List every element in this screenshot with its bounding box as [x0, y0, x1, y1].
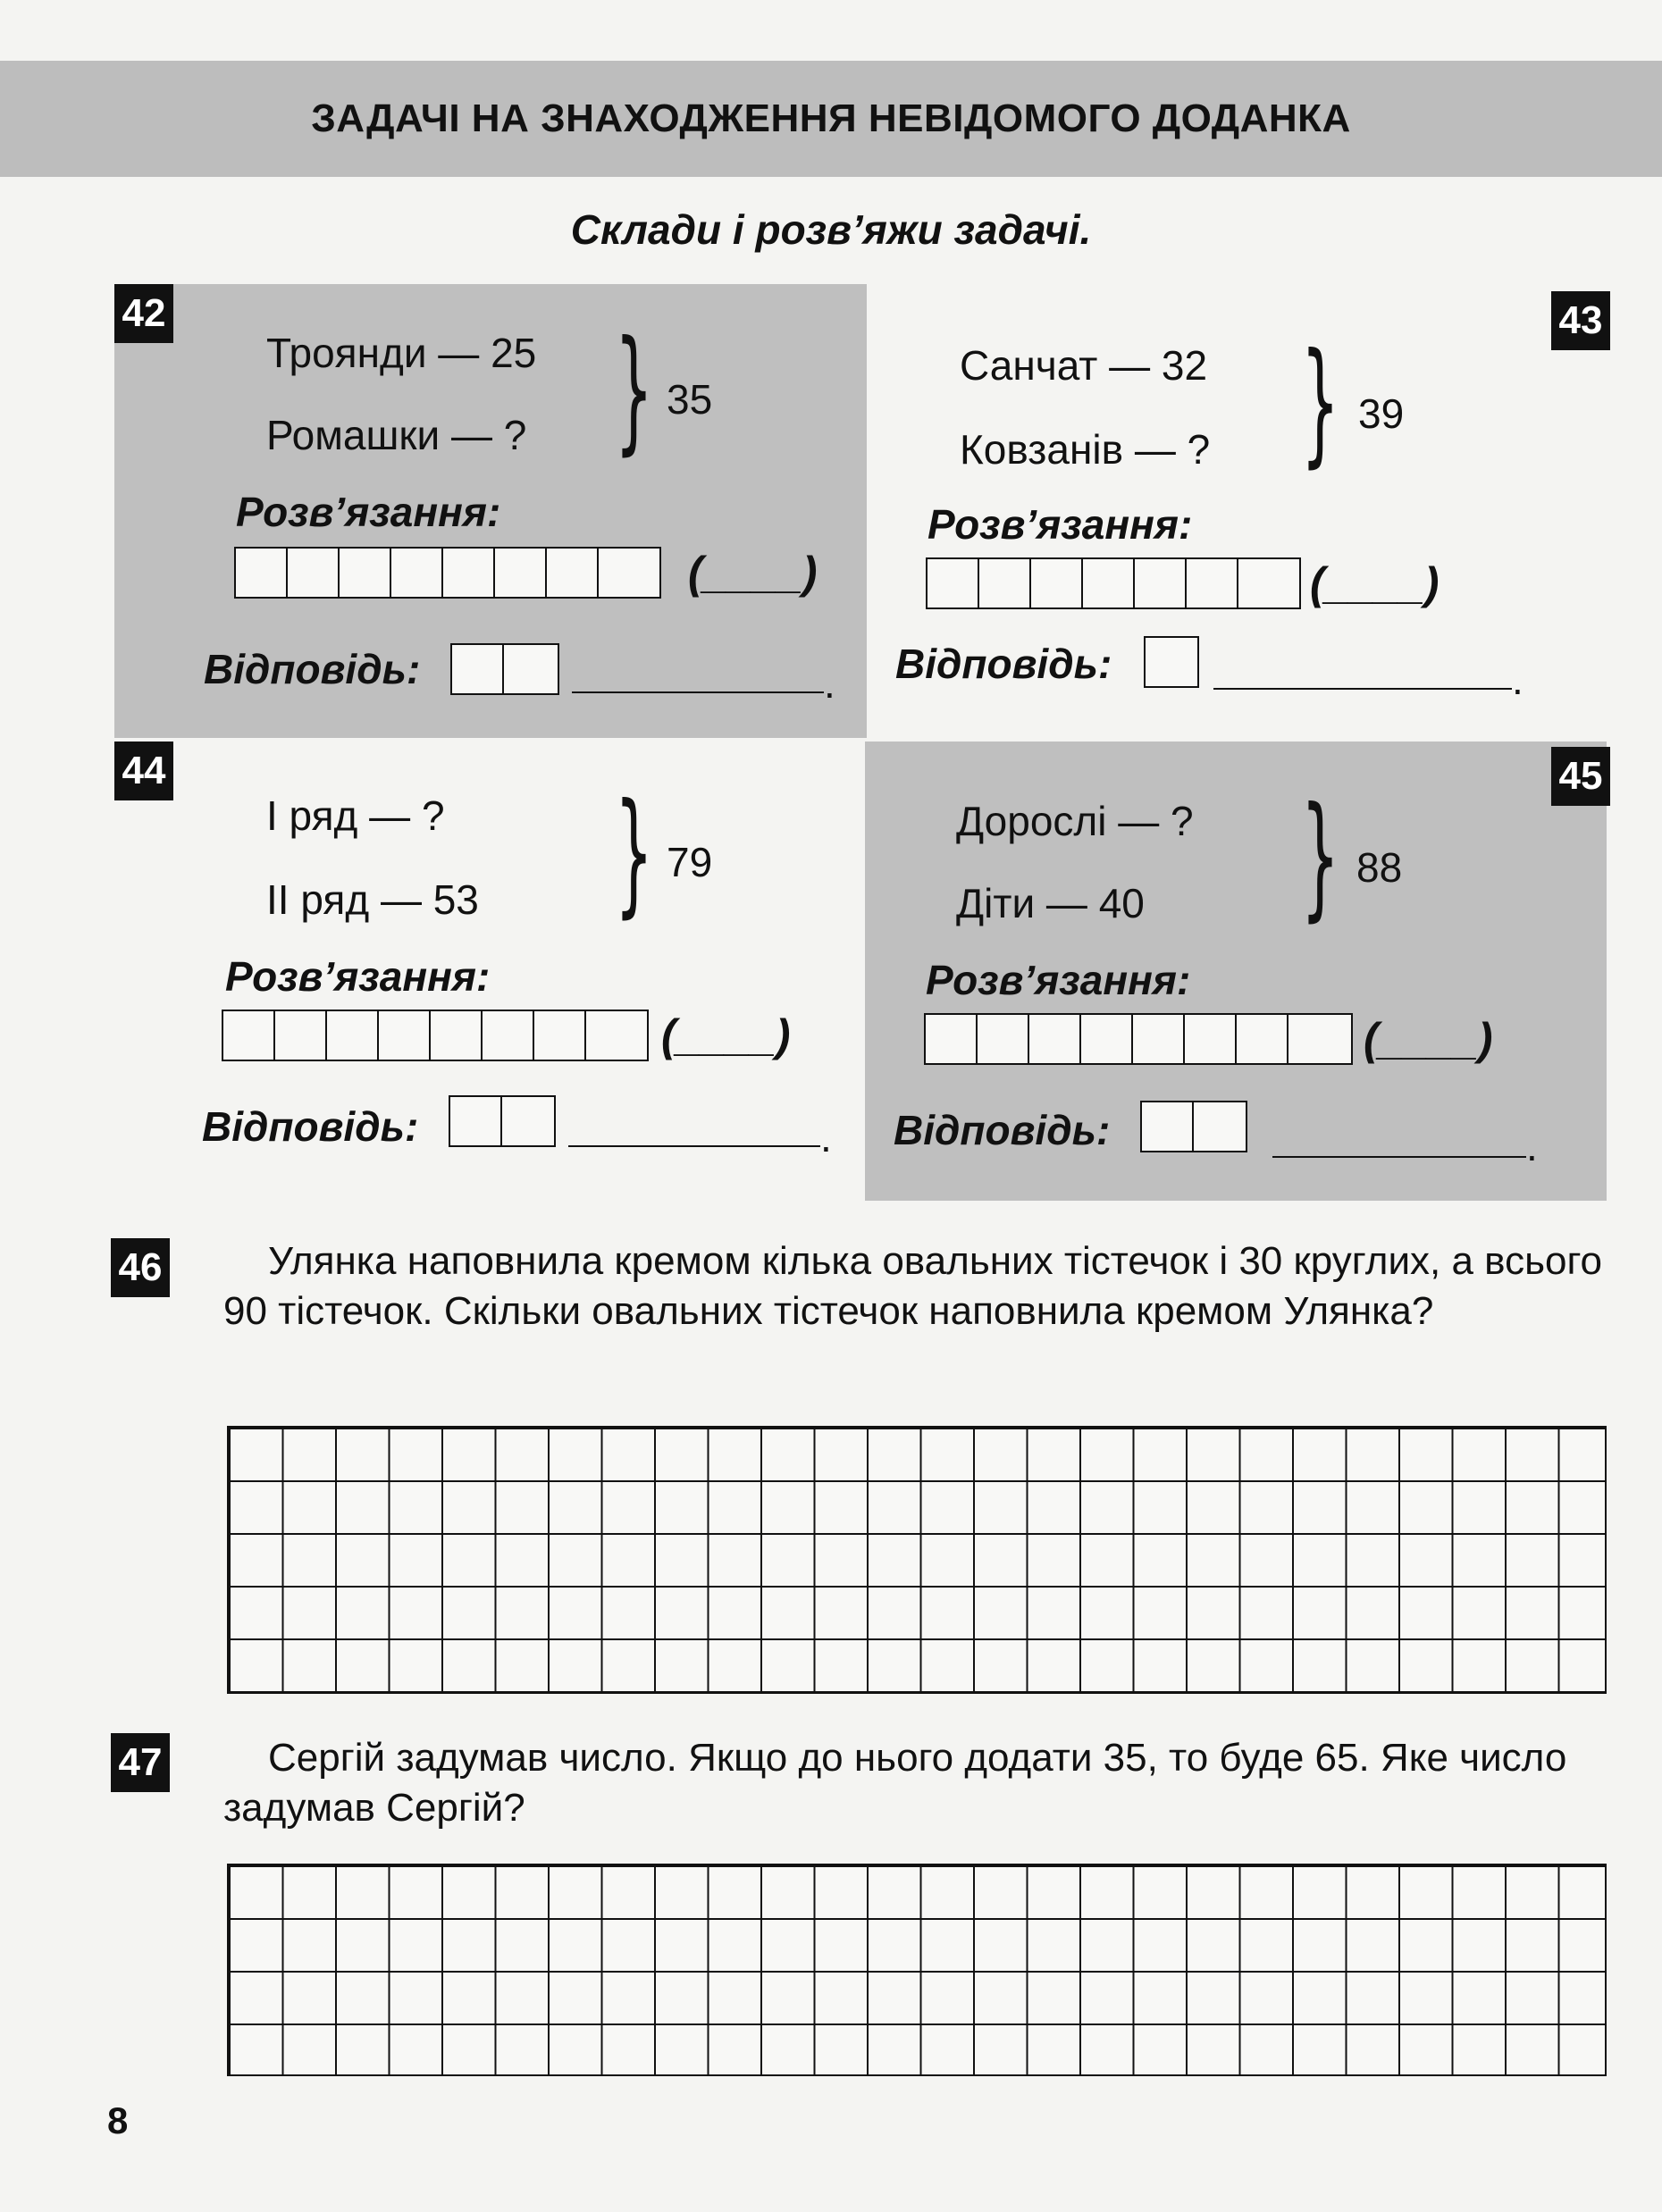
- task-43-solution-label: Розв’язання:: [928, 501, 1193, 548]
- task-number-45: 45: [1551, 747, 1610, 806]
- task-44-answer-label: Відповідь:: [202, 1103, 419, 1150]
- task-45-total: 88: [1356, 844, 1403, 891]
- task-42-condition-2: Ромашки — ?: [266, 412, 527, 458]
- task-45-condition-1: Дорослі — ?: [956, 798, 1194, 844]
- task-number-43: 43: [1551, 291, 1610, 350]
- task-45-dot: .: [1526, 1123, 1538, 1169]
- task-47-answer-grid[interactable]: [227, 1864, 1607, 2076]
- page-number: 8: [107, 2099, 129, 2141]
- task-45-brace: }: [1301, 779, 1339, 934]
- task-42-unit-blank[interactable]: (____): [688, 548, 818, 598]
- task-number-42: 42: [114, 284, 173, 343]
- task-43-answer-label: Відповідь:: [895, 641, 1112, 687]
- task-44-brace: }: [615, 775, 653, 931]
- task-43-solution-cells[interactable]: [926, 557, 1301, 609]
- task-46-answer-grid[interactable]: [227, 1426, 1607, 1694]
- task-45-unit-blank[interactable]: (____): [1364, 1014, 1493, 1064]
- task-43-unit-blank[interactable]: (____): [1310, 558, 1440, 608]
- task-45-solution-cells[interactable]: [924, 1013, 1353, 1065]
- task-44-answer-cells[interactable]: [449, 1095, 556, 1147]
- task-42-answer-label: Відповідь:: [204, 646, 421, 692]
- instruction-subtitle: Склади і розв’яжи задачі.: [570, 206, 1092, 253]
- task-44-answer-line[interactable]: [568, 1145, 820, 1147]
- task-45-answer-cells[interactable]: [1140, 1101, 1247, 1152]
- task-42-brace: }: [615, 313, 653, 468]
- task-44-solution-cells[interactable]: [222, 1010, 649, 1061]
- task-43-condition-1: Санчат — 32: [960, 342, 1208, 389]
- task-44-total: 79: [667, 839, 713, 885]
- task-42-solution-cells[interactable]: [234, 547, 661, 599]
- task-number-47: 47: [111, 1733, 170, 1792]
- task-44-unit-blank[interactable]: (____): [661, 1010, 791, 1060]
- task-45-condition-2: Діти — 40: [956, 880, 1145, 926]
- task-43-condition-2: Ковзанів — ?: [960, 426, 1211, 473]
- task-44-solution-label: Розв’язання:: [225, 953, 491, 1000]
- task-47-text: Сергій задумав число. Якщо до нього додати 35, то буде 65. Яке число задумав Сергій?: [223, 1736, 1567, 1830]
- task-43-answer-cells[interactable]: [1144, 636, 1199, 688]
- task-42-answer-cells[interactable]: [450, 643, 559, 695]
- task-42-answer-line[interactable]: [572, 691, 824, 693]
- task-45-answer-label: Відповідь:: [894, 1107, 1111, 1153]
- task-42-solution-label: Розв’язання:: [236, 489, 501, 535]
- task-43-brace: }: [1301, 325, 1339, 481]
- task-42-total: 35: [667, 376, 713, 423]
- task-45-answer-line[interactable]: [1272, 1156, 1526, 1158]
- task-43-total: 39: [1358, 390, 1405, 437]
- task-number-44: 44: [114, 742, 173, 800]
- task-44-condition-1: І ряд — ?: [266, 792, 445, 839]
- task-42-condition-1: Троянди — 25: [266, 330, 537, 376]
- task-44-dot: .: [820, 1114, 832, 1160]
- task-43-dot: .: [1512, 657, 1524, 703]
- task-42-dot: .: [824, 660, 835, 707]
- task-45-solution-label: Розв’язання:: [926, 957, 1191, 1003]
- page-title: ЗАДАЧІ НА ЗНАХОДЖЕННЯ НЕВІДОМОГО ДОДАНКА: [311, 96, 1351, 140]
- task-number-46: 46: [111, 1238, 170, 1297]
- task-44-condition-2: ІІ ряд — 53: [266, 876, 479, 923]
- task-43-answer-line[interactable]: [1213, 688, 1512, 690]
- task-46-text: Улянка наповнила кремом кілька овальних тістечок і 30 круглих, а всього 90 тістечок. Скільки овальних тістечок наповнила кремом Улянка?: [223, 1239, 1603, 1333]
